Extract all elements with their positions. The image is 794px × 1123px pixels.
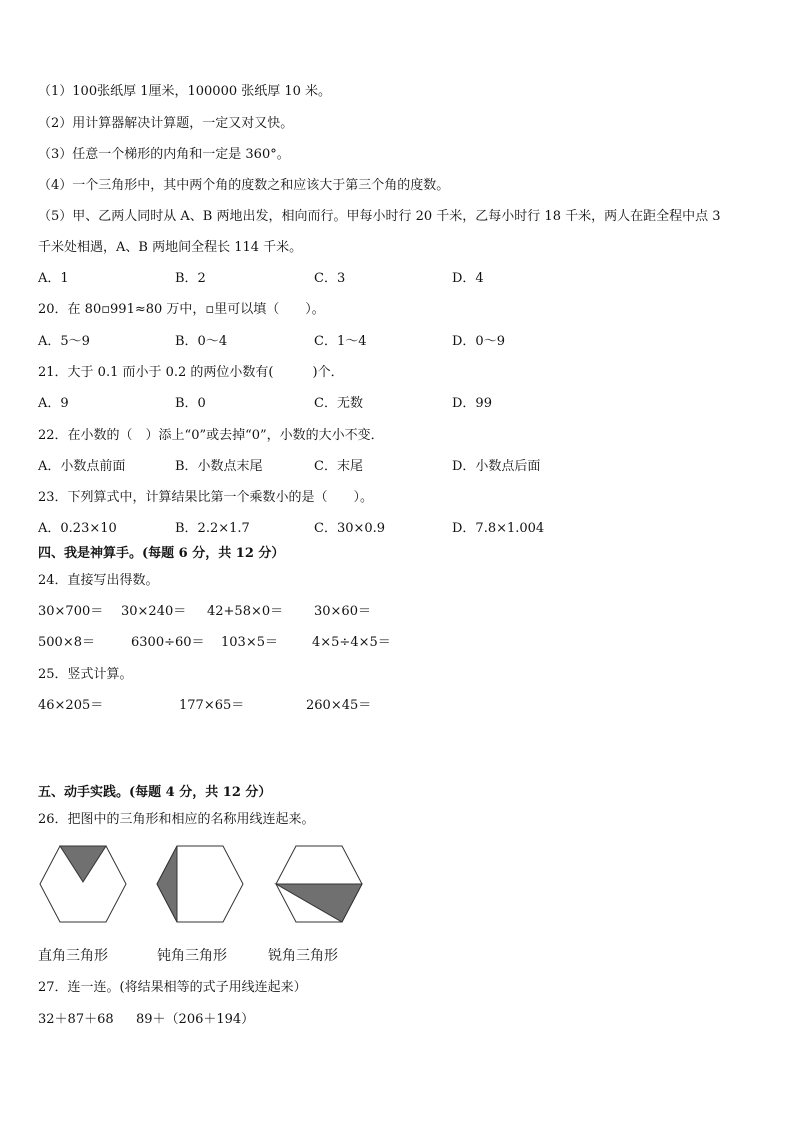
label-obtuse-triangle: 钝角三角形 [157, 948, 227, 964]
shaded-triangle-2 [157, 846, 177, 922]
q20-option-b: B．0～4 [175, 334, 228, 349]
section-5-heading: 五、动手实践。(每题 4 分，共 12 分） [38, 785, 272, 800]
hexagon-figure-3 [274, 844, 364, 924]
q22-stem: 22．在小数的（ ）添上“0”或去掉“0”，小数的大小不变． [38, 428, 384, 443]
q21-option-d: D．99 [452, 396, 492, 411]
calc-1-1: 30×700＝ [38, 604, 104, 619]
q25-stem: 25．竖式计算。 [38, 667, 133, 682]
q23-option-d: D．7.8×1.004 [452, 521, 545, 536]
q20-stem: 20．在 80▫991≈80 万中，▫里可以填（ ）。 [38, 302, 325, 317]
q22-option-d: D．小数点后面 [452, 459, 541, 474]
hexagon-figure-2 [155, 844, 245, 924]
calc-1-2: 30×240＝ [121, 604, 187, 619]
calc-1-4: 30×60＝ [314, 604, 371, 619]
q27-stem: 27．连一连。(将结果相等的式子用线连起来） [38, 980, 307, 995]
q23-option-b: B．2.2×1.7 [175, 521, 250, 536]
calc-2-2: 6300÷60＝ [131, 635, 205, 650]
statement-5-cont: 千米处相遇，A、B 两地间全程长 114 千米。 [38, 240, 303, 255]
statement-4: （4）一个三角形中，其中两个角的度数之和应该大于第三个角的度数。 [38, 178, 450, 193]
calc-2-4: 4×5÷4×5＝ [312, 635, 391, 650]
q20-option-d: D．0～9 [452, 334, 505, 349]
q22-option-b: B．小数点末尾 [175, 459, 263, 474]
q22-option-a: A．小数点前面 [38, 459, 126, 474]
q26-stem: 26．把图中的三角形和相应的名称用线连起来。 [38, 812, 315, 827]
q20-option-a: A．5～9 [38, 334, 90, 349]
calc-3-3: 260×45＝ [306, 698, 372, 713]
q19-option-a: A．1 [38, 271, 69, 286]
q19-option-b: B．2 [175, 271, 206, 286]
q19-option-d: D．4 [452, 271, 484, 286]
q23-option-a: A．0.23×10 [38, 521, 117, 536]
q23-stem: 23．下列算式中，计算结果比第一个乘数小的是（ ）。 [38, 490, 374, 505]
shaded-triangle-3 [276, 884, 362, 922]
q19-option-c: C．3 [314, 271, 346, 286]
q20-option-c: C．1～4 [314, 334, 367, 349]
statement-2: （2）用计算器解决计算题，一定又对又快。 [38, 116, 294, 131]
calc-2-3: 103×5＝ [221, 635, 278, 650]
shaded-triangle-1 [60, 846, 106, 882]
statement-1: （1）100张纸厚 1厘米，100000 张纸厚 10 米。 [38, 84, 332, 99]
hexagon-figure-1 [38, 844, 128, 924]
q22-option-c: C．末尾 [314, 459, 363, 474]
q21-option-a: A．9 [38, 396, 69, 411]
statement-5: （5）甲、乙两人同时从 A、B 两地出发，相向而行。甲每小时行 20 千米，乙每小时行 18 千米，两人在距全程中点 3 [38, 209, 721, 224]
q21-option-b: B．0 [175, 396, 206, 411]
q23-option-c: C．30×0.9 [314, 521, 386, 536]
calc-2-1: 500×8＝ [38, 635, 95, 650]
label-acute-triangle: 锐角三角形 [268, 948, 338, 964]
statement-3: （3）任意一个梯形的内角和一定是 360°。 [38, 147, 290, 162]
expr-2: 89＋（206＋194） [136, 1012, 255, 1027]
q21-stem: 21．大于 0.1 而小于 0.2 的两位小数有( )个． [38, 365, 344, 380]
expr-1: 32＋87＋68 [38, 1012, 114, 1027]
q21-option-c: C．无数 [314, 396, 363, 411]
calc-1-3: 42+58×0＝ [207, 604, 284, 619]
section-4-heading: 四、我是神算手。(每题 6 分，共 12 分） [38, 546, 285, 561]
calc-3-1: 46×205＝ [38, 698, 104, 713]
calc-3-2: 177×65＝ [179, 698, 245, 713]
q24-stem: 24．直接写出得数。 [38, 573, 159, 588]
label-right-triangle: 直角三角形 [38, 948, 108, 964]
